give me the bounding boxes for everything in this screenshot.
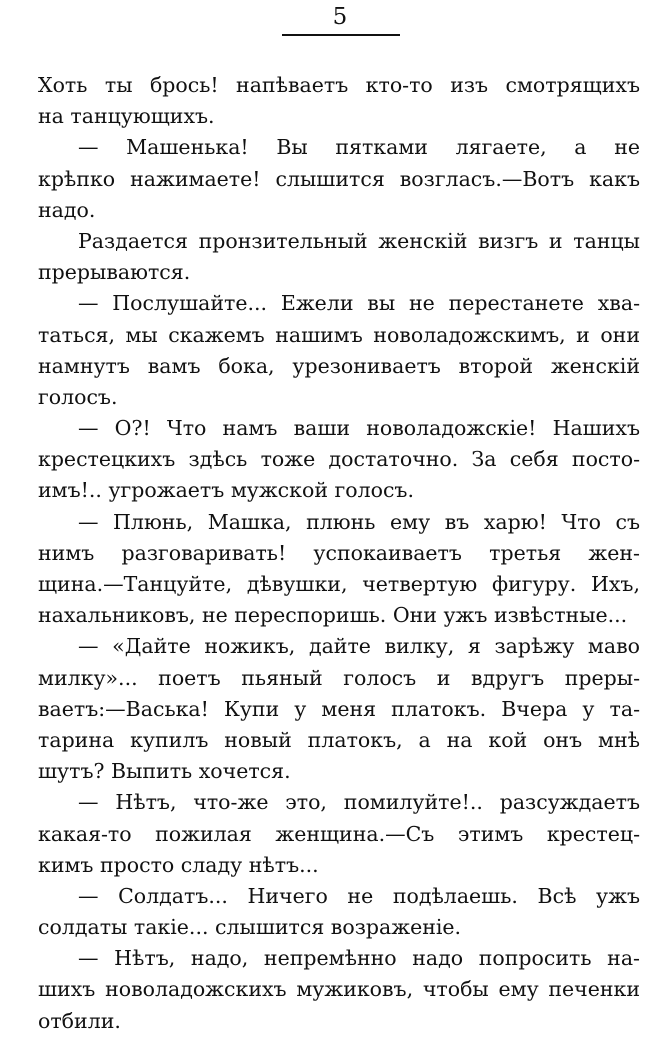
- text-line: тарина купилъ новый платокъ, а на кой онъ мнѣ: [38, 727, 640, 752]
- text-line: шутъ? Выпить хочется.: [38, 759, 291, 784]
- text-line: — Плюнь, Машка, плюнь ему въ харю! Что съ: [78, 509, 640, 534]
- text-line: нахальниковъ, не переспоришь. Они ужъ извѣстные...: [38, 603, 628, 628]
- text-line: милку»... поетъ пьяный голосъ и вдругъ преры-: [38, 665, 640, 690]
- text-line: — Нѣтъ, надо, непремѣнно надо попросить на-: [78, 946, 640, 971]
- text-line: намнутъ вамъ бока, урезониваетъ второй женскій: [38, 353, 640, 378]
- text-line: какая-то пожилая женщина.—Съ этимъ крестец-: [38, 821, 640, 846]
- text-line: солдаты такіе... слышится возраженіе.: [38, 915, 462, 940]
- text-line: шихъ новоладожскихъ мужиковъ, чтобы ему печенки: [38, 977, 640, 1002]
- body-text: [38, 70, 640, 1037]
- text-line: надо.: [38, 197, 96, 222]
- text-line: — Солдатъ... Ничего не подѣлаешь. Всѣ ужъ: [78, 883, 640, 908]
- text-line: — Послушайте... Ежели вы не перестанете хва-: [78, 291, 640, 316]
- header-rule: [282, 34, 400, 36]
- text-line: кимъ просто сладу нѣтъ...: [38, 852, 319, 877]
- text-line: — Машенька! Вы пятками лягаете, а не: [78, 135, 640, 160]
- text-line: крестецкихъ здѣсь тоже достаточно. За себя посто-: [38, 447, 640, 472]
- text-line: прерываются.: [38, 260, 191, 285]
- text-line: на танцующихъ.: [38, 104, 215, 129]
- text-line: Раздается пронзительный женскій визгъ и танцы: [78, 228, 640, 253]
- text-line: имъ!.. угрожаетъ мужской голосъ.: [38, 478, 414, 503]
- text-line: нимъ разговаривать! успокаиваетъ третья жен-: [38, 540, 640, 565]
- text-line: крѣпко нажимаете! слышится возгласъ.—Вотъ какъ: [38, 166, 640, 191]
- text-line: щина.—Танцуйте, дѣвушки, четвертую фигуру. Ихъ,: [38, 572, 640, 596]
- text-line: ваетъ:—Васька! Купи у меня платокъ. Вчера у та-: [38, 696, 640, 721]
- text-line: — О?! Что намъ ваши новоладожскіе! Нашихъ: [78, 416, 640, 441]
- text-line: — Нѣтъ, что-же это, помилуйте!.. разсуждаетъ: [78, 790, 640, 815]
- page-number: 5: [332, 4, 348, 30]
- text-line: таться, мы скажемъ нашимъ новоладожскимъ, и они: [38, 322, 640, 347]
- text-line: Хоть ты брось! напѣваетъ кто-то изъ смотрящихъ: [38, 73, 640, 97]
- text-line: — «Дайте ножикъ, дайте вилку, я зарѣжу маво: [78, 634, 640, 659]
- text-line: отбили.: [38, 1008, 121, 1033]
- text-line: голосъ.: [38, 384, 118, 409]
